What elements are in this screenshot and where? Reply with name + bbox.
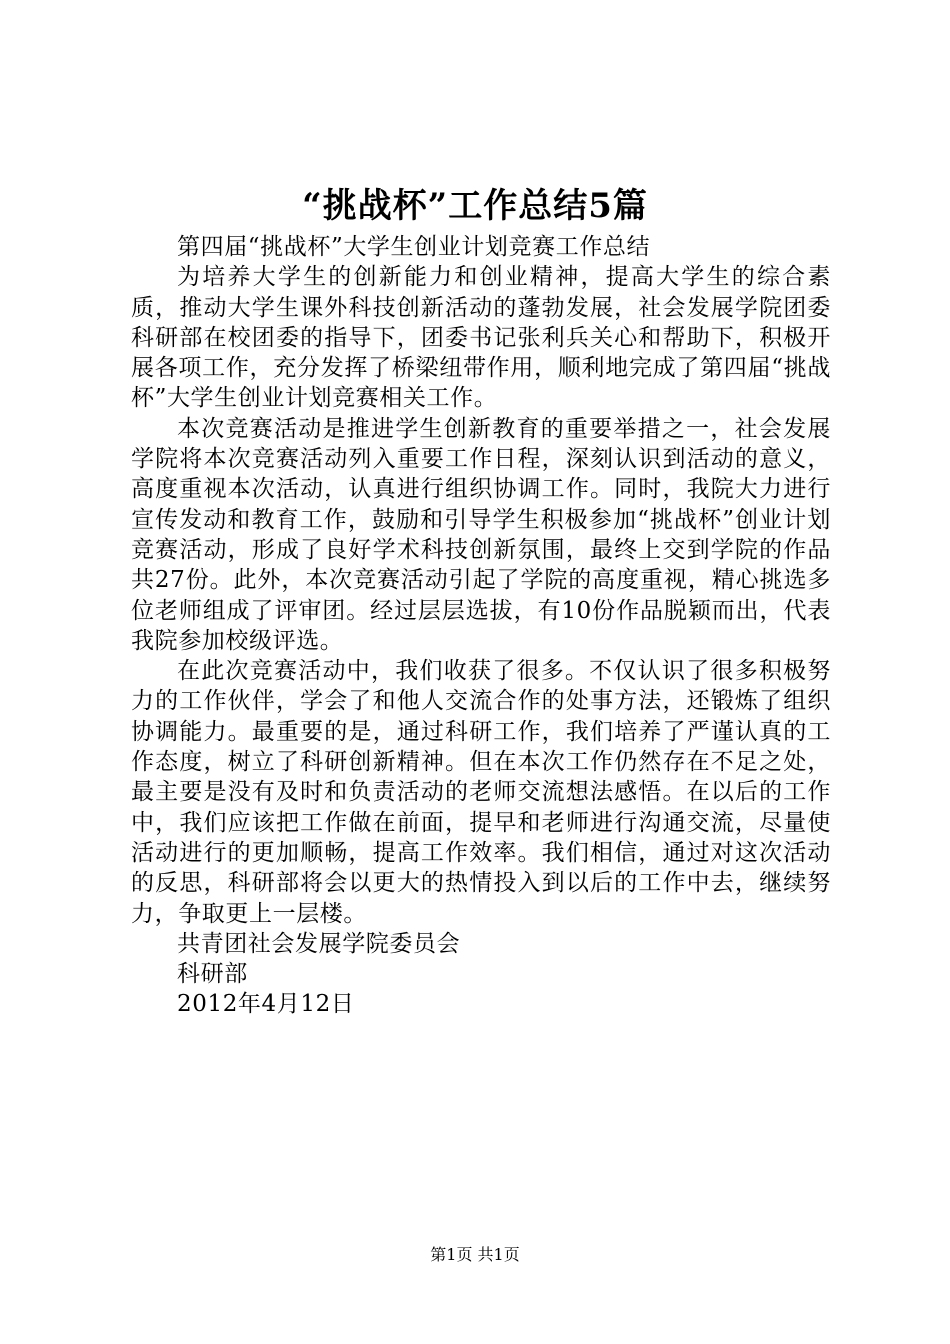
paragraph-2: 本次竞赛活动是推进学生创新教育的重要举措之一，社会发展学院将本次竞赛活动列入重要工作日程，深刻认识到活动的意义，高度重视本次活动，认真进行组织协调工作。同时，我院大力进行宣传发动和教育工作，鼓励和引导学生积极参加“挑战杯”创业计划竞赛活动，形成了良好学术科技创新氛围，最终上交到学院的作品共27份。此外，本次竞赛活动引起了学院的高度重视，精心挑选多位老师组成了评审团。经过层层选拔，有10份作品脱颖而出，代表我院参加校级评选。	[131, 415, 831, 654]
signature-department: 科研部	[177, 961, 248, 988]
document-body	[131, 232, 831, 1020]
paragraph-1: 为培养大学生的创新能力和创业精神，提高大学生的综合素质，推动大学生课外科技创新活动的蓬勃发展，社会发展学院团委科研部在校团委的指导下，团委书记张利兵关心和帮助下，积极开展各项工作，充分发挥了桥梁纽带作用，顺利地完成了第四届“挑战杯”大学生创业计划竞赛相关工作。	[131, 264, 831, 412]
document-subtitle: 第四届“挑战杯”大学生创业计划竞赛工作总结	[177, 234, 651, 260]
signature-date: 2012年4月12日	[177, 991, 355, 1018]
page-footer: 第1页 共1页	[430, 1245, 520, 1264]
paragraph-3: 在此次竞赛活动中，我们收获了很多。不仅认识了很多积极努力的工作伙伴，学会了和他人交流合作的处事方法，还锻炼了组织协调能力。最重要的是，通过科研工作，我们培养了严谨认真的工作态度，树立了科研创新精神。但在本次工作仍然存在不足之处，最主要是没有及时和负责活动的老师交流想法感悟。在以后的工作中，我们应该把工作做在前面，提早和老师进行沟通交流，尽量使活动进行的更加顺畅，提高工作效率。我们相信，通过对这次活动的反思，科研部将会以更大的热情投入到以后的工作中去，继续努力，争取更上一层楼。	[131, 658, 831, 927]
signature-organization: 共青团社会发展学院委员会	[177, 930, 461, 957]
document-title: “挑战杯”工作总结5篇	[302, 186, 648, 226]
